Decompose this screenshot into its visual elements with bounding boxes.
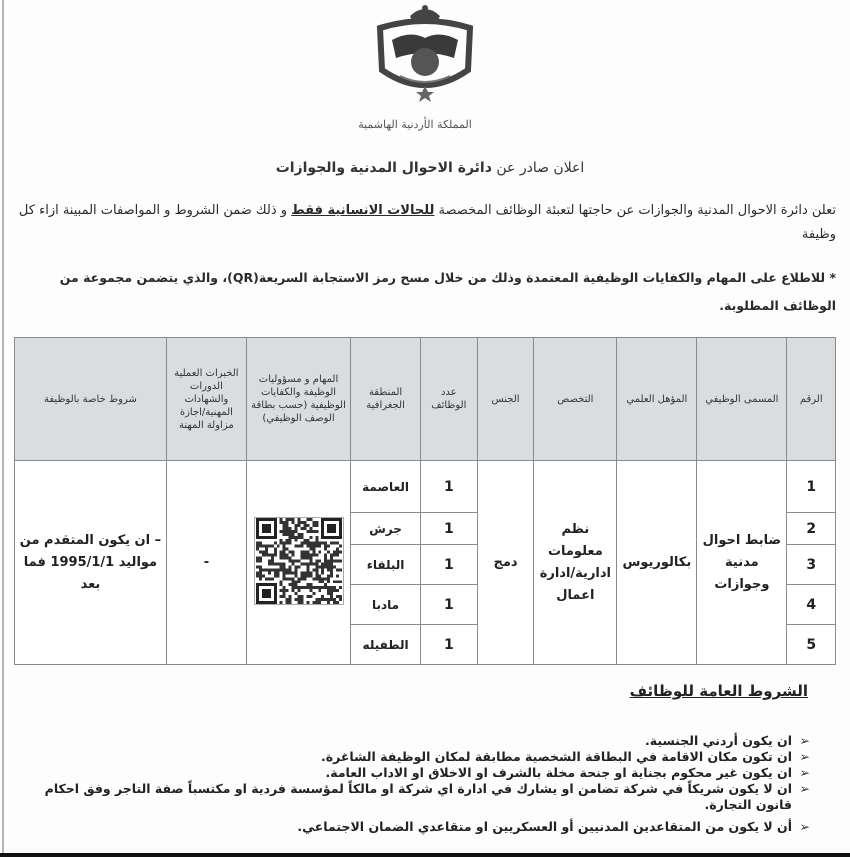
jobs-table — [14, 337, 836, 665]
kingdom-name: المملكة الأردنية الهاشمية — [358, 118, 472, 131]
header-job-title: المسمى الوظيفي — [697, 338, 787, 461]
condition-text: ان لا يكون شريكاً في شركة تضامن او يشارك في ادارة اي شركة او مالكاً لمؤسسة فردية او مكتسباً صفة التاجر وفق احكام قانون التجارة. — [44, 781, 792, 812]
page-bottom-edge — [0, 853, 850, 857]
qr-code-icon[interactable] — [254, 517, 344, 605]
header-num: الرقم — [787, 338, 836, 461]
intro-text-2: و ذلك ضمن الشروط و المواصفات المبينة ازاء كل وظيفة — [18, 203, 836, 242]
general-conditions-list — [20, 733, 810, 835]
cell-num: 3 — [787, 545, 836, 585]
header-specialization: التخصص — [534, 338, 617, 461]
list-item — [20, 819, 810, 835]
cell-count: 1 — [420, 461, 477, 513]
condition-text: أن لا يكون من المتقاعدين المدنيين أو العسكريين او متقاعدي الضمان الاجتماعي. — [297, 819, 792, 834]
condition-text: ان يكون غير محكوم بجناية او جنحة مخلة بالشرف او الاخلاق او الاداب العامة. — [325, 765, 792, 780]
intro-emphasis: للحالات الانسانية فقط — [291, 203, 435, 218]
cell-num: 5 — [787, 625, 836, 665]
cell-region: الطفيله — [351, 625, 421, 665]
arrow-bullet-icon: ➢ — [799, 749, 810, 764]
header-region: المنطقة الجغرافية — [351, 338, 421, 461]
cell-tasks — [246, 461, 350, 665]
qr-note: * للاطلاع على المهام والكفايات الوظيفية المعتمدة وذلك من خلال مسح رمز الاستجابة السريعة(QR)، والذي يتضمن مجموعة من الوظائف المطلوبة. — [59, 270, 836, 313]
cell-count: 1 — [420, 585, 477, 625]
cell-special-conditions: – ان يكون المتقدم من مواليد 1995/1/1 فما بعد — [15, 461, 167, 665]
cell-gender: دمج — [477, 461, 534, 665]
announcement-title — [200, 160, 660, 176]
cell-job-title: ضابط احوال مدنية وجوازات — [697, 461, 787, 665]
cell-num: 4 — [787, 585, 836, 625]
cell-count: 1 — [420, 513, 477, 545]
list-item — [20, 765, 810, 781]
arrow-bullet-icon: ➢ — [799, 819, 810, 834]
header-tasks: المهام و مسؤوليات الوظيفة والكفايات الوظيفية (حسب بطاقة الوصف الوظيفي) — [246, 338, 350, 461]
cell-num: 1 — [787, 461, 836, 513]
cell-experience: - — [166, 461, 246, 665]
condition-text: ان يكون أردني الجنسية. — [645, 733, 792, 748]
header-experience: الخبرات العملية الدورات والشهادات المهنية/اجازة مزاولة المهنة — [166, 338, 246, 461]
cell-region: البلقاء — [351, 545, 421, 585]
list-item — [20, 733, 810, 749]
header-qualification: المؤهل العلمي — [617, 338, 697, 461]
cell-num: 2 — [787, 513, 836, 545]
cell-region: مادبا — [351, 585, 421, 625]
cell-region: العاصمة — [351, 461, 421, 513]
cell-qualification: بكالوريوس — [617, 461, 697, 665]
table-header-row — [15, 338, 836, 461]
title-prefix: اعلان صادر عن — [491, 160, 585, 176]
general-conditions-title: الشروط العامة للوظائف — [629, 682, 808, 700]
header-gender: الجنس — [477, 338, 534, 461]
condition-text: ان تكون مكان الاقامة في البطاقة الشخصية مطابقة لمكان الوظيفة الشاغرة. — [320, 749, 792, 764]
list-item — [20, 749, 810, 765]
header-count: عدد الوظائف — [420, 338, 477, 461]
header-special-conditions: شروط خاصة بالوظيفة — [15, 338, 167, 461]
list-item — [20, 781, 810, 813]
royal-emblem-icon — [370, 0, 480, 108]
arrow-bullet-icon: ➢ — [799, 733, 810, 748]
cell-specialization: نظم معلومات ادارية/ادارة اعمال — [534, 461, 617, 665]
page-left-border — [2, 0, 4, 857]
arrow-bullet-icon: ➢ — [799, 781, 810, 796]
title-department: دائرة الاحوال المدنية والجوازات — [275, 160, 492, 176]
intro-paragraph — [14, 199, 836, 247]
arrow-bullet-icon: ➢ — [799, 765, 810, 780]
cell-region: جرش — [351, 513, 421, 545]
intro-text-1: تعلن دائرة الاحوال المدنية والجوازات عن حاجتها لتعبئة الوظائف المخصصة — [434, 203, 836, 218]
cell-count: 1 — [420, 545, 477, 585]
table-row — [15, 461, 836, 513]
cell-count: 1 — [420, 625, 477, 665]
